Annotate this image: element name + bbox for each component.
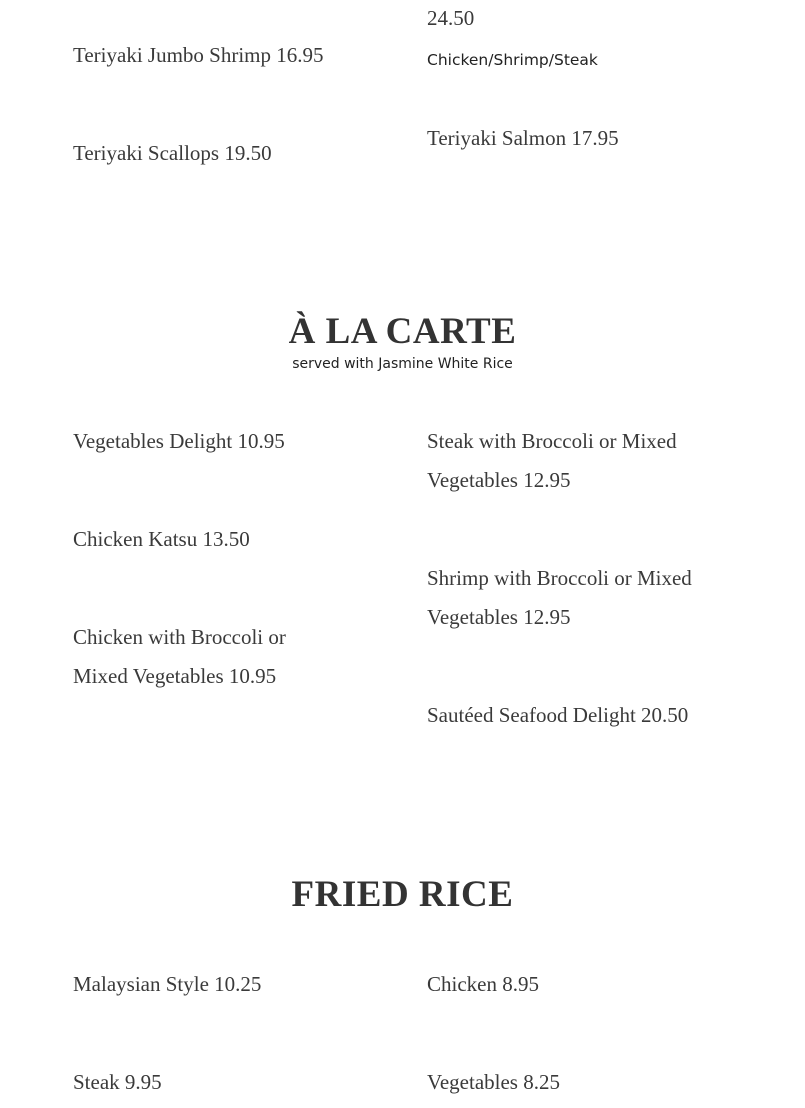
menu-item: Chicken Katsu 13.50 [73, 527, 250, 551]
menu-item-price: 24.50 [427, 6, 475, 30]
menu-item: Sautéed Seafood Delight 20.50 [427, 703, 689, 727]
menu-item: Vegetables Delight 10.95 [73, 429, 285, 453]
section-title-fried-rice: FRIED RICE [291, 874, 514, 915]
menu-item: Steak with Broccoli or Mixed Vegetables 12.95 [427, 429, 677, 492]
menu-item: Teriyaki Jumbo Shrimp 16.95 [73, 43, 324, 67]
menu-item: Shrimp with Broccoli or Mixed Vegetables 12.95 [427, 566, 692, 629]
menu-item: Teriyaki Scallops 19.50 [73, 141, 272, 165]
menu-item: Steak 9.95 [73, 1070, 162, 1094]
menu-item: Chicken 8.95 [427, 972, 539, 996]
menu-item: Chicken with Broccoli or Mixed Vegetables 10.95 [73, 625, 286, 688]
menu-item: Malaysian Style 10.25 [73, 972, 262, 996]
menu-item: Teriyaki Salmon 17.95 [427, 126, 619, 150]
section-subtitle: served with Jasmine White Rice [292, 356, 513, 372]
menu-item-note: Chicken/Shrimp/Steak [427, 51, 598, 69]
section-title-a-la-carte: À LA CARTE [288, 311, 517, 352]
menu-item: Vegetables 8.25 [427, 1070, 560, 1094]
